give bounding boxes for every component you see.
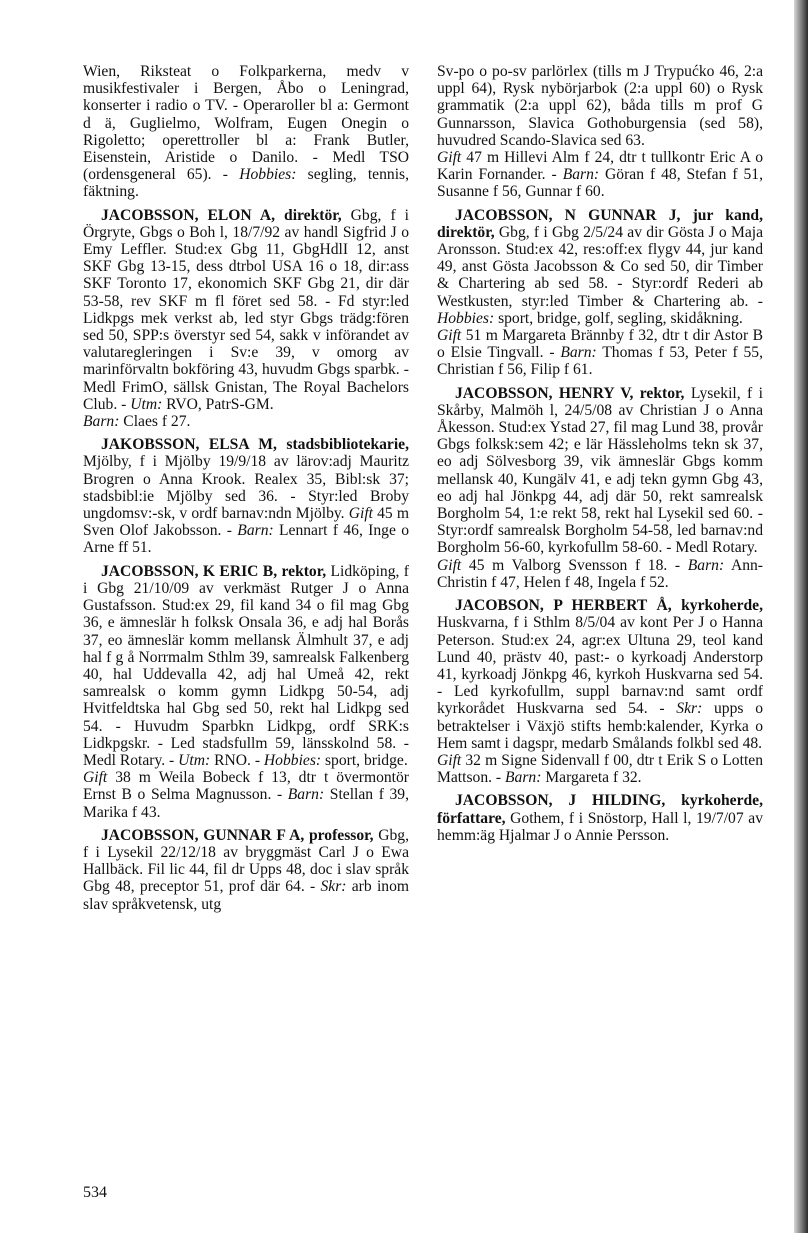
- entry-elon: JACOBSSON, ELON A, direktör, Gbg, f i Örgryte, Gbgs o Boh l, 18/7/92 av handl Sigfrid J o Emy Leffler. Stud:ex Gbg 11, GbgHdlI 12, anst SKF Gbg 13-15, dess dtrbol USA 16 o 18, dir:ass SKF Toronto 17, ekonomich SKF Gbg 21, dir där 53-58, rev SKF m fl föret sed 58. - Fd styr:led Lidkpgs mek verkst ab, led styr Gbgs trädg:fören sed 50, SPP:s överstyr sed 54, sakk v införandet av valutaregleringen i Sv:e 39, v omorg av marinförvaltn bokföring 43, huvudm Gbgs sparbk. - Medl FrimO, sällsk Gnistan, The Royal Bachelors Club. - Utm: RVO, PatrS-GM. Barn: Claes f 27.: [83, 206, 409, 431]
- entry-n-gunnar: JACOBSSON, N GUNNAR J, jur kand, direktör, Gbg, f i Gbg 2/5/24 av dir Gösta J o Maja Aronsson. Stud:ex 42, res:off:ex flygv 44, jur kand 49, anst Gösta Jacobsson & Co sed 50, dir Timber & Chartering ab sed 58. - Styr:ordf Rederi ab Westkusten, styr:led Timber & Chartering ab. - Hobbies: sport, bridge, golf, segling, skidåkning. Gift 51 m Margareta Brännby f 32, dtr t dir Astor B o Elsie Tingvall. - Barn: Thomas f 53, Peter f 55, Christian f 56, Filip f 61.: [437, 206, 763, 379]
- right-column: [437, 63, 763, 850]
- entry-continuation-right: Sv-po o po-sv parlörlex (tills m J Trypućko 46, 2:a uppl 64), Rysk nybörjarbok (2:a uppl 60) o Rysk grammatik (2:a uppl 62), båda tills m prof G Gunnarsson, Slavica Gothoburgensia (sed 58), huvudred Scando-Slavica sed 63. Gift 47 m Hillevi Alm f 24, dtr t tullkontr Eric A o Karin Fornander. - Barn: Göran f 48, Stefan f 51, Susanne f 56, Gunnar f 60.: [437, 63, 763, 201]
- left-column: [83, 63, 409, 919]
- page-number: 534: [83, 1184, 107, 1201]
- entry-continuation: Wien, Riksteat o Folkparkerna, medv v musikfestivaler i Bergen, Åbo o Leningrad, konserter i radio o TV. - Operaroller bl a: Germont d ä, Guglielmo, Wolfram, Eugen Onegin o Rigoletto; operettroller bl a: Frank Butler, Eisenstein, Aristide o Danilo. - Medl TSO (ordensgeneral 65). - Hobbies: segling, tennis, fäktning.: [83, 63, 409, 201]
- entry-gunnar-f: JACOBSSON, GUNNAR F A, professor, Gbg, f i Lysekil 22/12/18 av bryggmäst Carl J o Ewa Hallbäck. Fil lic 44, fil dr Upps 48, doc i slav språk Gbg 48, preceptor 51, prof där 64. - Skr: arb inom slav språkvetensk, utg: [83, 826, 410, 913]
- entry-herbert: JACOBSON, P HERBERT Å, kyrkoherde, Huskvarna, f i Sthlm 8/5/04 av kont Per J o Hanna Peterson. Stud:ex 24, agr:ex Ultuna 29, teol kand Lund 40, prästv 40, past:- o kyrkoadj Anderstorp 41, kyrkoadj Jönkpg 46, kyrkoh Huskvarna sed 54. - Led kyrkofullm, suppl barnav:nd samt ordf kyrkorådet Huskvarna sed 54. - Skr: upps o betraktelser i Växjö stifts hemb:kalender, Kyrka o Hem samt i dagspr, medarb Smålands folkbl sed 48. Gift 32 m Signe Sidenvall f 00, dtr t Erik S o Lotten Mattson. - Barn: Margareta f 32.: [437, 597, 764, 787]
- entry-elsa: JAKOBSSON, ELSA M, stadsbibliotekarie, Mjölby, f i Mjölby 19/9/18 av lärov:adj Mauritz Brogren o Anna Krook. Realex 35, Bibl:sk 37; stadsbibl:ie Mjölby sed 36. - Styr:led Broby ungdomsv:-sk, v ordf barnav:ndn Mjölby. Gift 45 m Sven Olof Jakobsson. - Barn: Lennart f 46, Inge o Arne ff 51.: [83, 436, 410, 557]
- entry-henry: JACOBSSON, HENRY V, rektor, Lysekil, f i Skårby, Malmöh l, 24/5/08 av Christian J o Anna Åkesson. Stud:ex Ystad 27, fil mag Lund 38, provår Gbgs folksk:sem 42; e lär Hässleholms tekn sk 37, eo adj Sölvesborg 39, vik ämneslär Gbgs komm mellansk 40, Kungälv 41, e adj tekn gymn Gbg 43, eo adj hal Jönkpg 44, adj där 50, rekt samrealsk Borgholm 54, 1:e rekt 58, rekt hal Lysekil sed 60. - Styr:ordf samrealsk Borgholm 54-58, led barnav:nd Borgholm 56-60, kyrkofullm 58-60. - Medl Rotary. Gift 45 m Valborg Svensson f 18. - Barn: Ann-Christin f 47, Helen f 48, Ingela f 52.: [437, 384, 763, 591]
- entry-hilding: JACOBSSON, J HILDING, kyrkoherde, författare, Gothem, f i Snöstorp, Hall l, 19/7/07 av hemm:äg Hjalmar J o Annie Persson.: [437, 792, 763, 844]
- entry-eric: JACOBSSON, K ERIC B, rektor, Lidköping, f i Gbg 21/10/09 av verkmäst Rutger J o Anna Gustafsson. Stud:ex 29, fil kand 34 o fil mag Gbg 36, e ämneslär h folksk Onsala 36, e adj hal Borås 37, eo ämneslär komm mellansk Älmhult 37, e adj hal f g å Norrmalm Sthlm 39, samrealsk Falkenberg 40, hal Uddevalla 42, adj hal Umeå 42, rekt samrealsk o komm gymn Lidkpg 50-54, adj Hvitfeldtska hal Gbg sed 50, rekt hal Lidkpg sed 54. - Huvudm Sparbkn Lidkpg, ordf SRK:s Lidkpgskr. - Led stadsfullm 59, länsskolnd 58. - Medl Rotary. - Utm: RNO. - Hobbies: sport, bridge. Gift 38 m Weila Bobeck f 13, dtr t övermontör Ernst B o Selma Magnusson. - Barn: Stellan f 39, Marika f 43.: [83, 562, 409, 821]
- page-edge: [794, 0, 808, 1233]
